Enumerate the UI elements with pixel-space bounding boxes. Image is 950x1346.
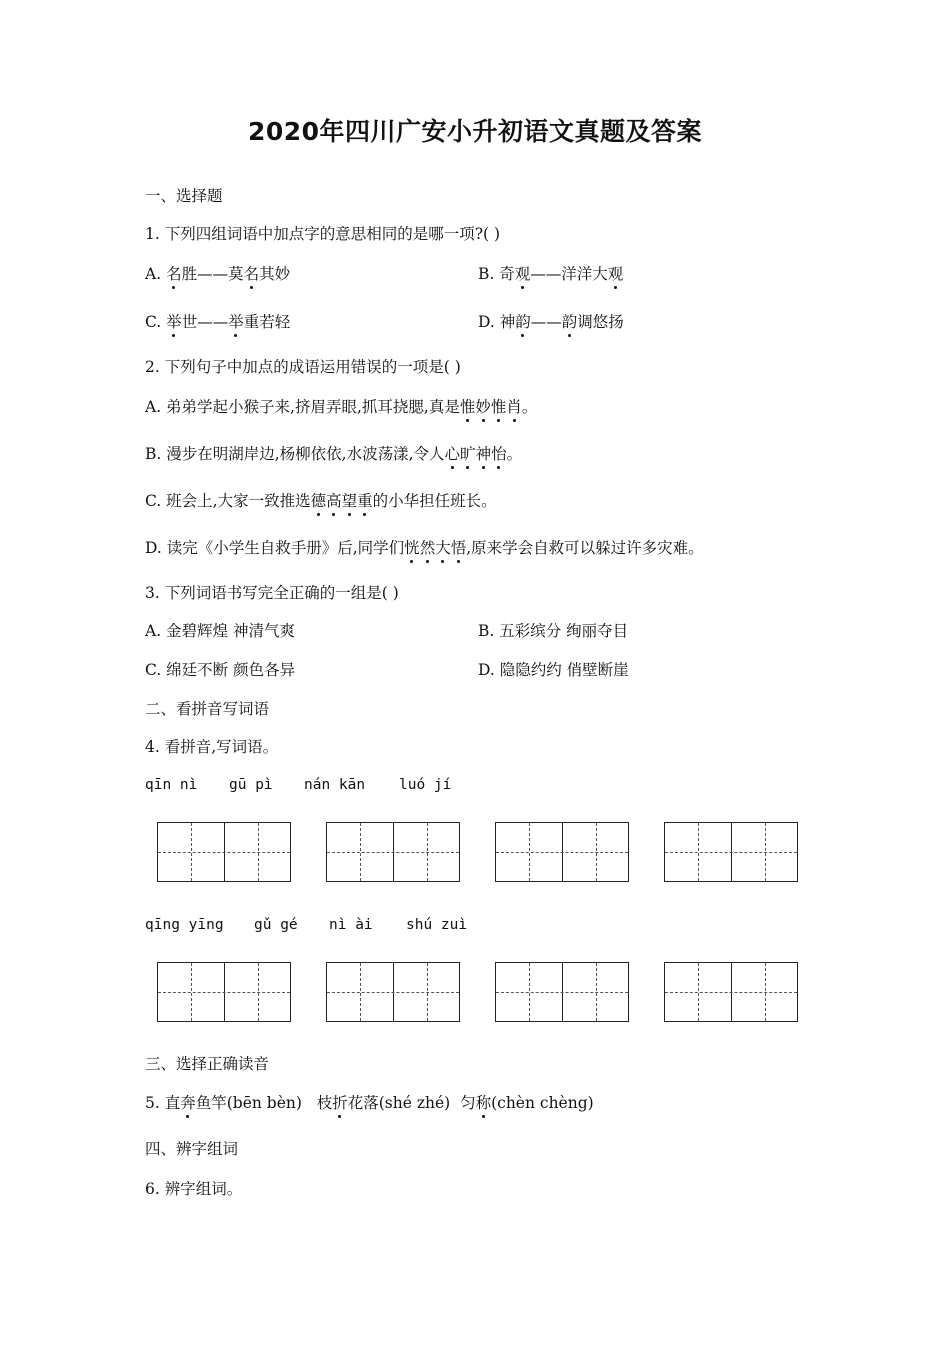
writing-grid[interactable] (157, 962, 291, 1022)
dotted-char: 惟 (490, 398, 507, 416)
section-heading-1: 一、选择题 (145, 187, 223, 205)
question-5: 5. 直奔鱼竿(bēn bèn) 枝折花落(shé zhé) 匀称(chèn chèng) (145, 1094, 594, 1112)
dotted-char: 折 (332, 1094, 348, 1112)
pinyin-label: nì ài (329, 917, 373, 933)
dotted-char: 望 (341, 492, 358, 510)
question-3-option-c: C. 绵廷不断 颜色各异 (145, 661, 296, 679)
writing-grid[interactable] (495, 962, 629, 1022)
dotted-char: 旷 (460, 445, 476, 463)
dotted-char: 奔 (180, 1094, 196, 1112)
section-heading-4: 四、辨字组词 (145, 1140, 239, 1158)
dotted-char: 观 (514, 265, 531, 283)
dotted-char: 怡 (491, 445, 507, 463)
dotted-char: 举 (228, 313, 244, 331)
question-1-option-b: B. 奇观——洋洋大观 (478, 265, 624, 283)
dotted-char: 恍 (404, 539, 420, 557)
writing-grid[interactable] (326, 962, 460, 1022)
dotted-char: 德 (310, 492, 327, 510)
writing-grid[interactable] (157, 822, 291, 882)
dotted-char: 悟 (450, 539, 467, 557)
writing-grid[interactable] (664, 822, 798, 882)
pinyin-label: qīn nì (145, 777, 198, 793)
dotted-char: 肖 (506, 398, 522, 416)
pinyin-label: nán kān (304, 777, 366, 793)
dotted-char: 高 (326, 492, 342, 510)
writing-grid[interactable] (326, 822, 460, 882)
question-2-option-b: B. 漫步在明湖岸边,杨柳依依,水波荡漾,令人心旷神怡。 (145, 445, 523, 463)
question-1-option-d: D. 神韵——韵调悠扬 (478, 313, 624, 331)
dotted-char: 称 (475, 1094, 492, 1112)
dotted-char: 妙 (475, 398, 491, 416)
question-4-stem: 4. 看拼音,写词语。 (145, 738, 279, 756)
question-6-stem: 6. 辨字组词。 (145, 1180, 243, 1198)
writing-grid[interactable] (495, 822, 629, 882)
question-2-option-a: A. 弟弟学起小猴子来,挤眉弄眼,抓耳挠腮,真是惟妙惟肖。 (145, 398, 538, 416)
section-heading-2: 二、看拼音写词语 (145, 700, 270, 718)
question-1-option-a: A. 名胜——莫名其妙 (145, 265, 291, 283)
pinyin-label: shú zuì (406, 917, 468, 933)
question-1-option-c: C. 举世——举重若轻 (145, 313, 291, 331)
pinyin-label: gǔ gé (254, 917, 298, 933)
pinyin-label: qīng yīng (145, 917, 224, 933)
question-3-option-a: A. 金碧辉煌 神清气爽 (145, 622, 295, 640)
question-2-option-c: C. 班会上,大家一致推选德高望重的小华担任班长。 (145, 492, 497, 510)
dotted-char: 名 (243, 265, 260, 283)
question-2-stem: 2. 下列句子中加点的成语运用错误的一项是( ) (145, 358, 461, 376)
dotted-char: 举 (166, 313, 182, 331)
question-2-option-d: D. 读完《小学生自救手册》后,同学们恍然大悟,原来学会自救可以躲过许多灾难。 (145, 539, 704, 557)
writing-grid[interactable] (664, 962, 798, 1022)
section-heading-3: 三、选择正确读音 (145, 1055, 270, 1073)
page-title: 2020年四川广安小升初语文真题及答案 (247, 117, 703, 146)
dotted-char: 韵 (515, 313, 531, 331)
question-3-stem: 3. 下列词语书写完全正确的一组是( ) (145, 584, 399, 602)
dotted-char: 大 (435, 539, 451, 557)
dotted-char: 惟 (459, 398, 476, 416)
pinyin-label: luó jí (399, 777, 452, 793)
dotted-char: 重 (357, 492, 373, 510)
dotted-char: 神 (475, 445, 492, 463)
dotted-char: 名 (166, 265, 182, 283)
dotted-char: 然 (419, 539, 436, 557)
dotted-char: 心 (444, 445, 461, 463)
question-3-option-d: D. 隐隐约约 俏壁断崖 (478, 661, 629, 679)
question-3-option-b: B. 五彩缤分 绚丽夺目 (478, 622, 629, 640)
pinyin-label: gū pì (229, 777, 273, 793)
dotted-char: 观 (607, 265, 624, 283)
dotted-char: 韵 (561, 313, 578, 331)
question-1-stem: 1. 下列四组词语中加点字的意思相同的是哪一项?( ) (145, 225, 501, 243)
